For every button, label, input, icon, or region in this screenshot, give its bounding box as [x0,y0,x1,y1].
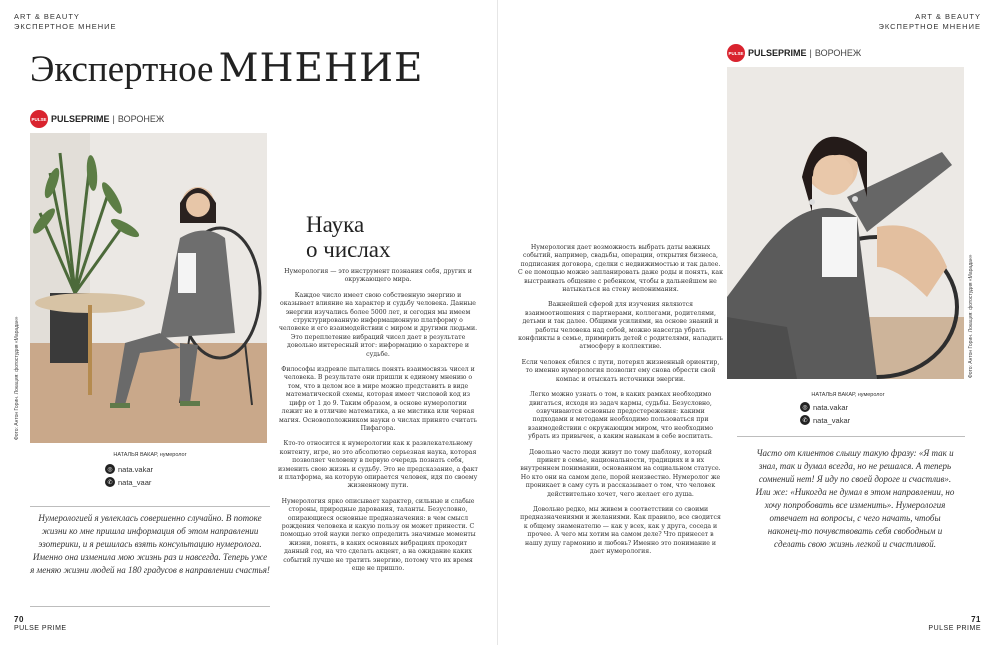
portrait-photo-right-image [727,67,964,379]
paragraph: Нумерология дает возможность выбрать даты важных событий, например, свадьбы, операции, открытия бизнеса, подписания договора, сделки с недвижимостью и так далее. С ее помощью можно запланировать даже роды и понять, как выстраивать общение с ребенком, чтобы в дальнейшем не натыкаться на стену непонимания. [518,244,723,294]
photo-credit-right: Фото: Антон Горин. Локация: фотостудия «Марадан» [968,254,974,378]
article-title [306,212,391,262]
expert-caption-left: НАТАЛЬЯ ВАКАР, нумеролог [113,452,187,458]
brand-left [30,110,164,128]
article-title-line1: Наука [306,212,365,237]
footer-left [14,615,67,633]
header-right-section: ART & BEAUTY [915,12,981,21]
footer-right [928,615,981,633]
paragraph: Важнейшей сферой для изучения являются взаимоотношения с партнерами, коллегами, родителями, детьми и так далее. Общими усилиями, на основе знаний и работы человека над собой, можно навсегда убрать конфликты в семье, примирить детей с родителями, наладить атмосферу в коллективе. [518,301,723,351]
social-handle: nata.vakar [118,464,154,474]
socials-left [105,461,153,490]
paragraph: Легко можно узнать о том, в каких рамках необходимо двигаться, исходя из задач кармы, судьбы. Безусловно, озвучиваются основные предостережения: какими подходами и методами необходимо пользоваться при взаимодействии с окружающим миром, что необходимо убрать из привычек, а каким навыкам в себе воспитать. [528,391,713,441]
paragraph: Если человек сбился с пути, потерял жизненный ориентир, то именно нумерология позволит ему снова обрести свой компас и отыскать источники энергии. [521,358,720,383]
paragraph: Нумерология ярко описывает характер, сильные и слабые стороны, природные дарования, таланты. Безусловно, опирающиеся основные предназначения: в чем смысл рождения человека и какую пользу он может принести. С помощью этой науки легко определить значимые моменты жизни, понять, в каких основных вибрациях проходит данный год, на что сделать акцент, а на ожидание каких событий лучше не тратить энергию, потому что их время еще не пришло. [280,497,476,572]
footer-brand-left: PULSE PRIME [14,625,67,632]
page-gutter [497,0,498,645]
portrait-photo-left [30,133,267,443]
quote-rule-bottom-left [30,606,270,607]
brand-city: ВОРОНЕЖ [814,48,862,58]
socials-right [800,399,850,428]
quote-rule-top-right [737,436,965,437]
header-right-rubric: ЭКСПЕРТНОЕ МНЕНИЕ [878,22,981,31]
brand-city: ВОРОНЕЖ [117,114,165,124]
whatsapp-icon: ✆ [105,477,115,487]
header-left-rubric: ЭКСПЕРТНОЕ МНЕНИЕ [14,22,117,31]
brand-separator: | [809,48,812,58]
expert-caption-right: НАТАЛЬЯ ВАКАР, нумеролог [811,392,885,398]
brand-name: PULSEPRIME [51,114,110,124]
header-left [14,12,117,32]
paragraph: Довольно редко, мы живем в соответствии со своими предназначениями и желаниями. Как правило, все сводится к общему знаменателю — как у всех, как у друга, соседа и прочее. А чего мы хотим на самом деле? Что принесет в нашу душу гармонию и любовь? Именно это понимание и дает нумерология. [520,505,721,555]
quote-left: Нумерологией я увлеклась совершенно случайно. В потоке жизни ко мне пришла информация об этом направлении эзотерики, и я решилась взять консультацию нумеролога. Именно она изменила мою жизнь раз и навсегда. Теперь уже я меняю жизни людей на 180 градусов в направлении счастья! [30,513,270,575]
social-handle: nata_vakar [813,415,851,425]
pulse-logo-icon: PULSE [727,44,745,62]
page-title [30,46,423,91]
social-handle: nata.vakar [813,402,849,412]
page-title-part1: Экспертное [30,49,214,90]
social-row-instagram[interactable] [105,464,153,474]
page-title-part2: МНЕНИЕ [218,46,424,91]
quote-right: Часто от клиентов слышу такую фразу: «Я так и знал, так и думал всегда, но не решался. А теперь сомнений нет! Я иду по своей дороге и счастлив». Или же: «Никогда не думал в этом направлении, но хочу попробовать все изменить». Нумерология отвечает на вопросы, с чего начать, чтобы наконец-то почувствовать себя свободным и сделать свою жизнь легкой и счастливой. [755,448,955,549]
quote-rule-top-left [30,506,270,507]
paragraph: Философы издревле пытались понять взаимосвязь чисел и человека. В результате они пришли к единому мнению о том, что в целом все в мире можно представить в виде математической схемы, которая имеет числовой код из цифр от 1 до 9. Таким образом, в основе нумерологии лежит не в отличие математика, а не мистика или черная магия. Основоположником науки о числах принято считать Пифагора. [279,366,477,432]
page-number-left: 70 [14,615,24,624]
social-row-whatsapp[interactable] [105,477,153,487]
whatsapp-icon: ✆ [800,415,810,425]
brand-right [727,44,861,62]
photo-credit-left: Фото: Антон Горин. Локация: фотостудия «Марадан» [14,316,20,440]
header-right [878,12,981,32]
footer-brand-right: PULSE PRIME [928,625,981,632]
social-row-whatsapp[interactable] [800,415,850,425]
pulse-logo-icon: PULSE [30,110,48,128]
header-left-section: ART & BEAUTY [14,12,80,21]
paragraph: Довольно часто люди живут по тому шаблону, который принят в семье, национальности, традициях и в их внутреннем понимании, основанном на социальном статусе. Но кто они на самом деле, порой неизвестно. Нумеролог же проникает в саму суть и рассказывает о том, что человек действительно хочет, чего желает его душа. [520,448,721,498]
social-handle: nata_vaar [118,477,152,487]
page-number-right: 71 [971,615,981,624]
instagram-icon: ◎ [105,464,115,474]
portrait-photo-left-image [30,133,267,443]
paragraph: Каждое число имеет свою собственную энергию и оказывает влияние на характер и судьбу человека. Данные энергии изучались более 5000 лет, и сегодня мы имеем структурированную информационную платформу о человеке и его взаимодействии с миром и другими людьми. Это переплетение вибраций чисел дает в результате довольно интересный итог: информацию о характере и судьбе. [278,291,478,358]
portrait-photo-right [727,67,964,379]
article-title-line2: о числах [306,237,391,262]
instagram-icon: ◎ [800,402,810,412]
social-row-instagram[interactable] [800,402,850,412]
paragraph: Кто-то относится к нумерологии как к развлекательному контенту, игре, но это абсолютно серьезная наука, которая позволяет человеку в первую очередь познать себя, изменить свою жизнь и судьбу. Это не предсказание, а факт и платформа, на которую опирается человек, идя по своему жизненному пути. [278,440,478,490]
paragraph: Нумерология — это инструмент познания себя, других и окружающего мира. [284,268,472,284]
brand-name: PULSEPRIME [748,48,807,58]
article-column-left [278,268,478,580]
brand-separator: | [112,114,115,124]
article-column-right [518,244,723,563]
